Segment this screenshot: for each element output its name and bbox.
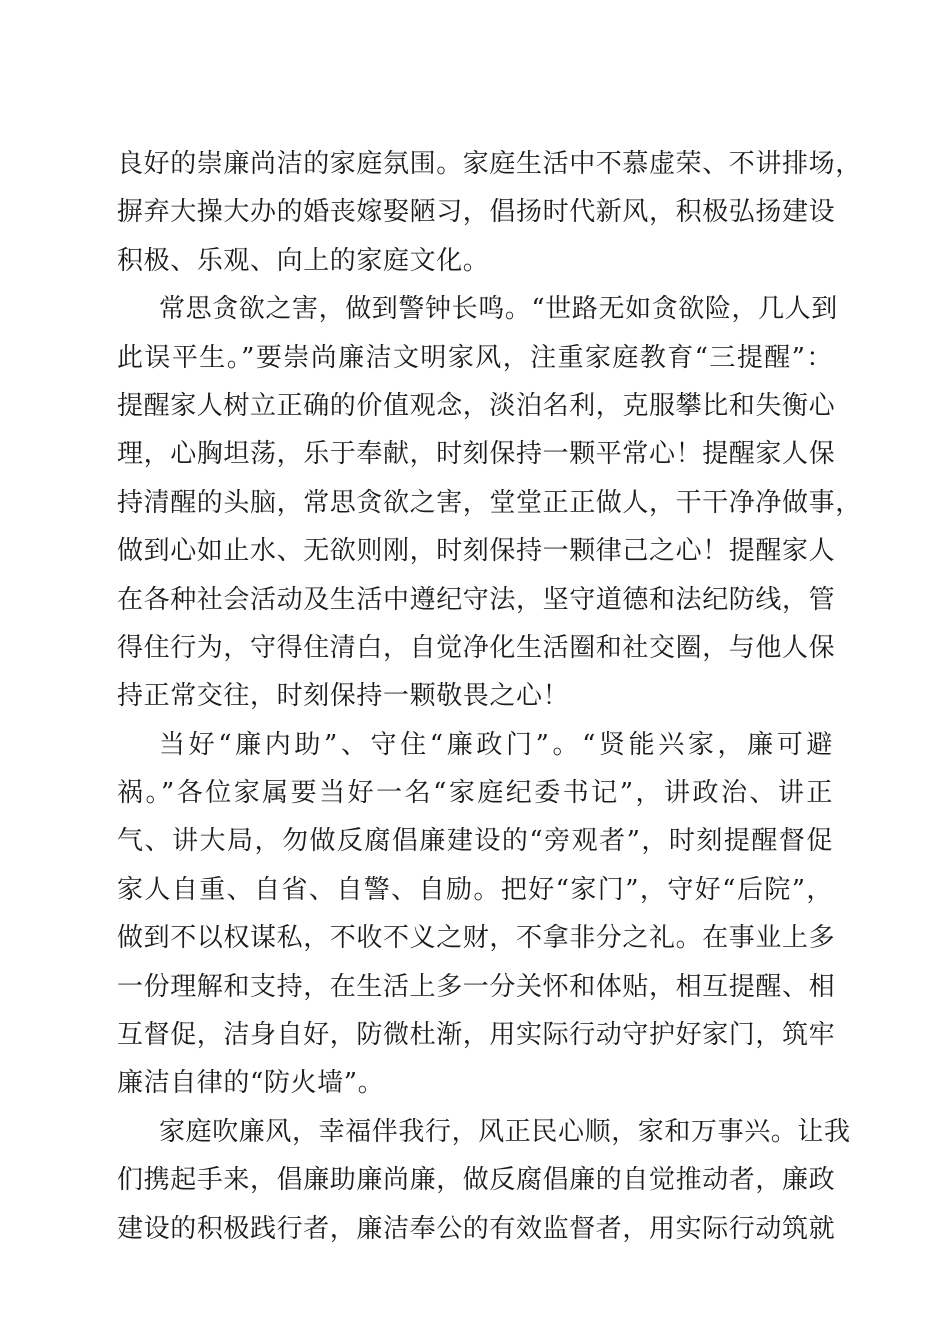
text-line: 祸。”各位家属要当好一名“家庭纪委书记”，讲政治、讲正 <box>117 778 833 809</box>
text-line: 积极、乐观、向上的家庭文化。 <box>117 245 490 276</box>
text-line: 气、讲大局，勿做反腐倡廉建设的“旁观者”，时刻提醒督促 <box>117 826 833 857</box>
text-line: 家人自重、自省、自警、自励。把好“家门”，守好“后院”， <box>117 874 833 905</box>
text-line: 一份理解和支持，在生活上多一分关怀和体贴，相互提醒、相 <box>117 971 836 1002</box>
text-line: 在各种社会活动及生活中遵纪守法，坚守道德和法纪防线，管 <box>117 584 836 615</box>
text-line: 廉洁自律的“防火墙”。 <box>117 1068 385 1099</box>
text-line: 互督促，洁身自好，防微杜渐，用实际行动守护好家门，筑牢 <box>117 1020 836 1051</box>
paragraph-start-line: 家庭吹廉风，幸福伴我行，风正民心顺，家和万事兴。让我 <box>159 1116 851 1147</box>
text-line: 此误平生。”要崇尚廉洁文明家风，注重家庭教育“三提醒”： <box>117 342 833 373</box>
text-line: 摒弃大操大办的婚丧嫁娶陋习，倡扬时代新风，积极弘扬建设 <box>117 197 836 228</box>
text-line: 做到心如止水、无欲则刚，时刻保持一颗律己之心！提醒家人 <box>117 536 836 567</box>
paragraph-start-line: 常思贪欲之害，做到警钟长鸣。“世路无如贪欲险，几人到 <box>159 294 838 325</box>
text-line: 持正常交往，时刻保持一颗敬畏之心！ <box>117 681 570 712</box>
text-line: 持清醒的头脑，常思贪欲之害，堂堂正正做人，干干净净做事， <box>117 487 862 518</box>
body-text <box>117 140 862 1253</box>
text-line: 得住行为，守得住清白，自觉净化生活圈和社交圈，与他人保 <box>117 632 836 663</box>
paragraph-start-line: 当好“廉内助”、守住“廉政门”。“贤能兴家，廉可避 <box>159 729 833 760</box>
text-line: 做到不以权谋私，不收不义之财，不拿非分之礼。在事业上多 <box>117 923 836 954</box>
text-line: 理，心胸坦荡，乐于奉献，时刻保持一颗平常心！提醒家人保 <box>117 439 836 470</box>
text-line: 提醒家人树立正确的价值观念，淡泊名利，克服攀比和失衡心 <box>117 390 836 421</box>
text-line: 建设的积极践行者，廉洁奉公的有效监督者，用实际行动筑就 <box>117 1213 836 1244</box>
text-line: 良好的崇廉尚洁的家庭氛围。家庭生活中不慕虚荣、不讲排场， <box>117 149 862 179</box>
text-line: 们携起手来，倡廉助廉尚廉，做反腐倡廉的自觉推动者，廉政 <box>117 1165 836 1196</box>
